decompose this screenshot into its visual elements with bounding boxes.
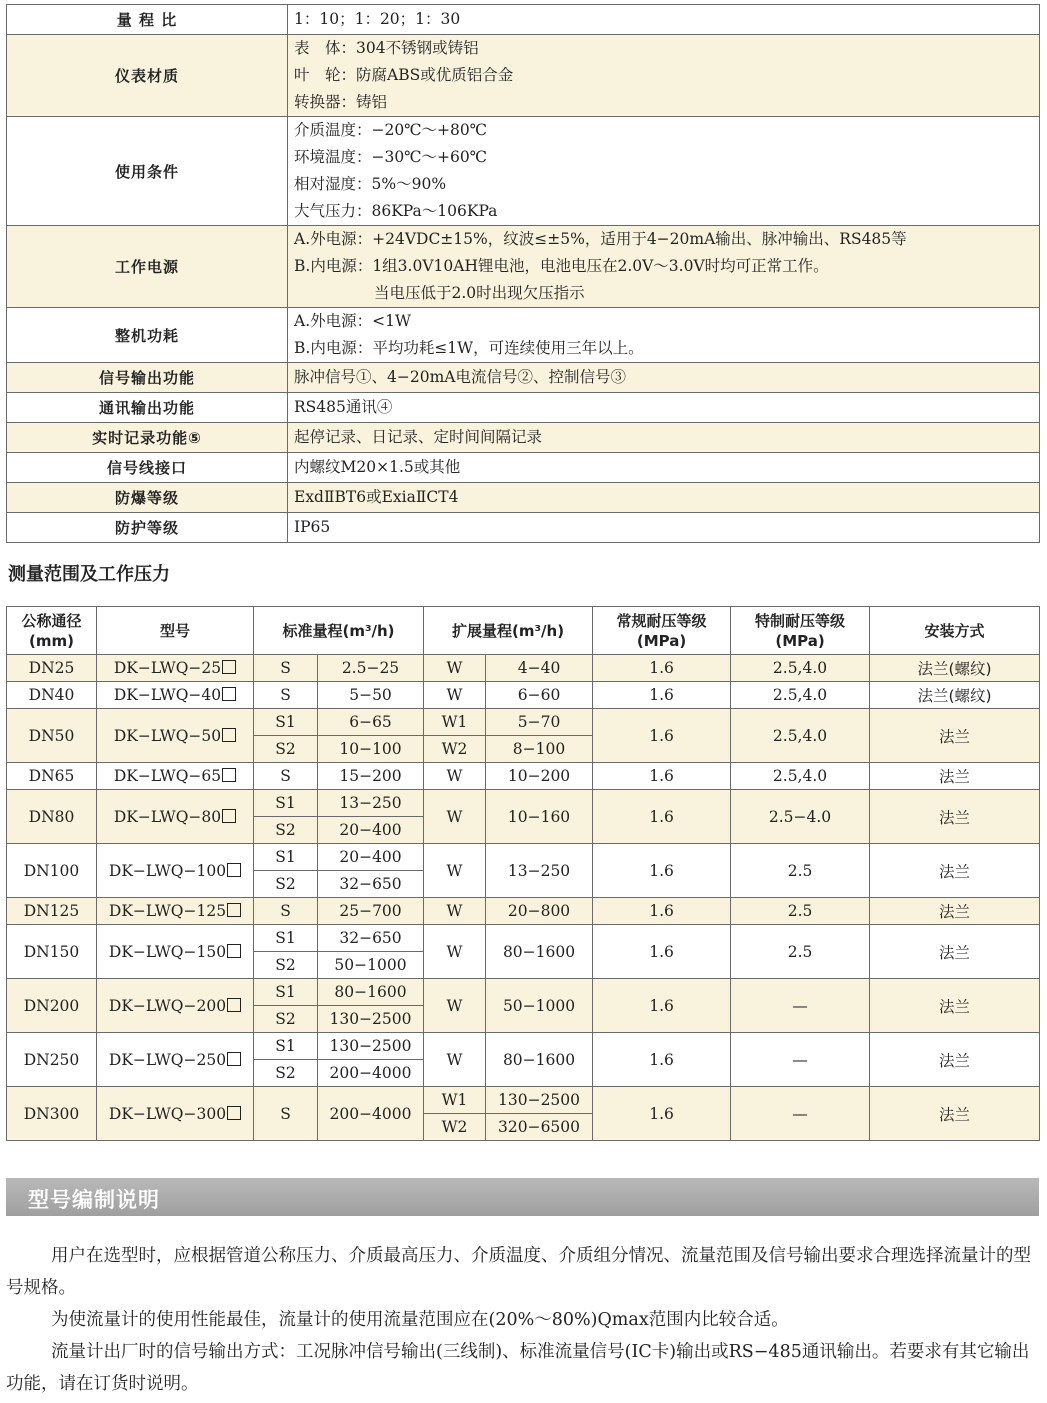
section-banner	[6, 1178, 1039, 1216]
ext-range-cell: 13−250	[486, 844, 593, 898]
spec-value-line: 大气压力：86KPa～106KPa	[294, 202, 498, 220]
ext-range-cell: 80−1600	[486, 925, 593, 979]
checkbox-square-icon	[222, 687, 236, 701]
model-text: DK−LWQ−80	[113, 807, 222, 826]
model-text: DK−LWQ−25	[113, 659, 222, 677]
spec-value-line: A.外电源：+24VDC±15%，纹波≤±5%，适用于4−20mA输出、脉冲输出、RS485等	[294, 230, 907, 248]
ext-range-cell: 130−2500	[486, 1087, 593, 1114]
notes	[6, 1240, 1039, 1400]
special-pressure-cell: —	[731, 1087, 870, 1141]
model-text: DK−LWQ−250	[108, 1050, 227, 1069]
checkbox-square-icon	[222, 728, 236, 742]
ext-range-cell: 6−60	[486, 682, 593, 709]
spec-value-line: 1：10；1：20；1：30	[294, 10, 461, 28]
ext-range-cell: 8−100	[486, 736, 593, 763]
install-cell: 法兰	[870, 844, 1040, 898]
spec-value	[288, 308, 1040, 363]
ext-code-cell: W	[424, 655, 486, 682]
spec-label: 工作电源	[7, 226, 288, 308]
spec-label: 防护等级	[7, 513, 288, 543]
section-title: 测量范围及工作压力	[8, 564, 170, 585]
note-paragraph: 为使流量计的使用性能最佳，流量计的使用流量范围应在(20%～80%)Qmax范围内比较合适。	[51, 1310, 789, 1330]
spec-row	[7, 308, 1040, 363]
ext-code-cell: W	[424, 925, 486, 979]
range-row	[7, 682, 1040, 709]
install-cell: 法兰	[870, 979, 1040, 1033]
ext-range-cell: 20−800	[486, 898, 593, 925]
range-row	[7, 709, 1040, 736]
std-code-cell: S	[254, 763, 318, 790]
install-cell: 法兰	[870, 763, 1040, 790]
normal-pressure-cell: 1.6	[593, 898, 731, 925]
header-model: 型号	[97, 607, 254, 655]
spec-value-line: 脉冲信号①、4−20mA电流信号②、控制信号③	[294, 368, 626, 386]
checkbox-square-icon	[222, 768, 236, 782]
spec-value	[288, 453, 1040, 483]
ext-code-cell: W1	[424, 709, 486, 736]
header-dn: 公称通径 (mm)	[7, 607, 97, 655]
header-special-pressure: 特制耐压等级 (MPa)	[731, 607, 870, 655]
std-range-cell: 200−4000	[318, 1087, 424, 1141]
std-code-cell: S2	[254, 952, 318, 979]
ext-code-cell: W	[424, 979, 486, 1033]
spec-value	[288, 423, 1040, 453]
std-code-cell: S2	[254, 736, 318, 763]
std-range-cell: 130−2500	[318, 1006, 424, 1033]
normal-pressure-cell: 1.6	[593, 790, 731, 844]
ext-code-cell: W	[424, 682, 486, 709]
spec-row	[7, 513, 1040, 543]
spec-value-line: RS485通讯④	[294, 398, 393, 416]
normal-pressure-cell: 1.6	[593, 979, 731, 1033]
model-cell	[97, 898, 254, 925]
normal-pressure-cell: 1.6	[593, 682, 731, 709]
spec-label: 通讯输出功能	[7, 393, 288, 423]
spec-value	[288, 226, 1040, 308]
spec-label: 使用条件	[7, 117, 288, 226]
std-code-cell: S1	[254, 979, 318, 1006]
std-range-cell: 2.5−25	[318, 655, 424, 682]
dn-cell: DN150	[7, 925, 97, 979]
spec-value-line: 当电压低于2.0时出现欠压指示	[374, 284, 585, 302]
install-cell: 法兰	[870, 709, 1040, 763]
ext-range-cell: 4−40	[486, 655, 593, 682]
std-range-cell: 6−65	[318, 709, 424, 736]
range-row	[7, 790, 1040, 817]
install-cell: 法兰	[870, 790, 1040, 844]
spec-value-line: A.外电源：<1W	[294, 312, 411, 330]
dn-cell: DN40	[7, 682, 97, 709]
std-code-cell: S1	[254, 844, 318, 871]
note-paragraph: 用户在选型时，应根据管道公称压力、介质最高压力、介质温度、介质组分情况、流量范围及信号输出要求合理选择流量计的型号规格。	[6, 1246, 1031, 1298]
model-cell	[97, 925, 254, 979]
std-code-cell: S1	[254, 925, 318, 952]
dn-cell: DN50	[7, 709, 97, 763]
special-pressure-cell: 2.5−4.0	[731, 790, 870, 844]
dn-cell: DN65	[7, 763, 97, 790]
model-text: DK−LWQ−40	[113, 686, 222, 704]
range-row	[7, 979, 1040, 1006]
std-code-cell: S2	[254, 817, 318, 844]
range-row	[7, 898, 1040, 925]
range-row	[7, 1033, 1040, 1060]
model-text: DK−LWQ−65	[113, 767, 222, 785]
install-cell: 法兰	[870, 898, 1040, 925]
spec-row	[7, 5, 1040, 35]
range-row	[7, 655, 1040, 682]
spec-row	[7, 453, 1040, 483]
std-range-cell: 13−250	[318, 790, 424, 817]
model-text: DK−LWQ−100	[108, 861, 227, 880]
header-normal-pressure: 常规耐压等级 (MPa)	[593, 607, 731, 655]
ext-range-cell: 10−200	[486, 763, 593, 790]
spec-row	[7, 483, 1040, 513]
spec-label: 信号线接口	[7, 453, 288, 483]
std-range-cell: 32−650	[318, 925, 424, 952]
checkbox-square-icon	[227, 1106, 241, 1120]
ext-code-cell: W	[424, 1033, 486, 1087]
std-range-cell: 25−700	[318, 898, 424, 925]
spec-table	[6, 4, 1040, 543]
range-row	[7, 925, 1040, 952]
std-code-cell: S	[254, 1087, 318, 1141]
model-cell	[97, 1087, 254, 1141]
std-code-cell: S	[254, 655, 318, 682]
std-range-cell: 80−1600	[318, 979, 424, 1006]
checkbox-square-icon	[222, 809, 236, 823]
install-cell: 法兰(螺纹)	[870, 682, 1040, 709]
spec-value-line: 叶 轮：防腐ABS或优质铝合金	[294, 66, 514, 84]
std-range-cell: 5−50	[318, 682, 424, 709]
model-cell	[97, 682, 254, 709]
checkbox-square-icon	[227, 998, 241, 1012]
special-pressure-cell: —	[731, 1033, 870, 1087]
ext-range-cell: 80−1600	[486, 1033, 593, 1087]
spec-value	[288, 35, 1040, 117]
spec-value-line: 转换器：铸铝	[294, 93, 388, 111]
ext-code-cell: W2	[424, 1114, 486, 1141]
spec-value-line: ExdⅡBT6或ExiaⅡCT4	[294, 488, 459, 506]
install-cell: 法兰	[870, 1087, 1040, 1141]
std-range-cell: 130−2500	[318, 1033, 424, 1060]
std-code-cell: S1	[254, 1033, 318, 1060]
ext-code-cell: W	[424, 898, 486, 925]
std-code-cell: S2	[254, 1060, 318, 1087]
special-pressure-cell: 2.5,4.0	[731, 682, 870, 709]
normal-pressure-cell: 1.6	[593, 844, 731, 898]
checkbox-square-icon	[227, 1052, 241, 1066]
model-text: DK−LWQ−300	[108, 1104, 227, 1123]
ext-code-cell: W	[424, 844, 486, 898]
dn-cell: DN250	[7, 1033, 97, 1087]
dn-cell: DN100	[7, 844, 97, 898]
dn-cell: DN125	[7, 898, 97, 925]
spec-row	[7, 393, 1040, 423]
banner-title: 型号编制说明	[28, 1188, 160, 1212]
normal-pressure-cell: 1.6	[593, 1033, 731, 1087]
model-cell	[97, 655, 254, 682]
special-pressure-cell: 2.5	[731, 925, 870, 979]
spec-row	[7, 423, 1040, 453]
spec-value	[288, 117, 1040, 226]
special-pressure-cell: 2.5,4.0	[731, 763, 870, 790]
header-install: 安装方式	[870, 607, 1040, 655]
spec-value-line: 相对湿度：5%～90%	[294, 175, 447, 193]
std-code-cell: S1	[254, 709, 318, 736]
std-range-cell: 200−4000	[318, 1060, 424, 1087]
spec-label: 信号输出功能	[7, 363, 288, 393]
spec-label: 防爆等级	[7, 483, 288, 513]
spec-value-line: B.内电源：1组3.0V10AH锂电池，电池电压在2.0V～3.0V时均可正常工作。	[294, 257, 829, 275]
ext-code-cell: W	[424, 790, 486, 844]
spec-value-line: 起停记录、日记录、定时间间隔记录	[294, 428, 543, 446]
std-code-cell: S2	[254, 1006, 318, 1033]
dn-cell: DN300	[7, 1087, 97, 1141]
checkbox-square-icon	[227, 944, 241, 958]
header-std-range: 标准量程(m³/h)	[254, 607, 424, 655]
std-code-cell: S2	[254, 871, 318, 898]
spec-value	[288, 483, 1040, 513]
spec-row	[7, 363, 1040, 393]
checkbox-square-icon	[227, 903, 241, 917]
note-paragraph: 流量计出厂时的信号输出方式：工况脉冲信号输出(三线制)、标准流量信号(IC卡)输出或RS−485通讯输出。若要求有其它输出功能，请在订货时说明。	[6, 1342, 1030, 1394]
checkbox-square-icon	[227, 863, 241, 877]
dn-cell: DN80	[7, 790, 97, 844]
ext-range-cell: 10−160	[486, 790, 593, 844]
spec-row	[7, 35, 1040, 117]
std-range-cell: 50−1000	[318, 952, 424, 979]
normal-pressure-cell: 1.6	[593, 763, 731, 790]
range-row	[7, 763, 1040, 790]
model-cell	[97, 763, 254, 790]
ext-range-cell: 5−70	[486, 709, 593, 736]
std-range-cell: 32−650	[318, 871, 424, 898]
std-code-cell: S1	[254, 790, 318, 817]
model-cell	[97, 709, 254, 763]
spec-value	[288, 393, 1040, 423]
dn-cell: DN200	[7, 979, 97, 1033]
spec-row	[7, 226, 1040, 308]
model-cell	[97, 1033, 254, 1087]
range-row	[7, 844, 1040, 871]
spec-value-line: 表 体：304不锈钢或铸铝	[294, 39, 479, 57]
model-text: DK−LWQ−150	[108, 942, 227, 961]
header-ext-range: 扩展量程(m³/h)	[424, 607, 593, 655]
model-cell	[97, 844, 254, 898]
special-pressure-cell: 2.5	[731, 898, 870, 925]
ext-code-cell: W1	[424, 1087, 486, 1114]
spec-label: 仪表材质	[7, 35, 288, 117]
spec-label: 整机功耗	[7, 308, 288, 363]
ext-range-cell: 50−1000	[486, 979, 593, 1033]
spec-label: 量 程 比	[7, 5, 288, 35]
std-range-cell: 20−400	[318, 817, 424, 844]
model-cell	[97, 790, 254, 844]
checkbox-square-icon	[222, 660, 236, 674]
normal-pressure-cell: 1.6	[593, 925, 731, 979]
std-range-cell: 10−100	[318, 736, 424, 763]
ext-code-cell: W2	[424, 736, 486, 763]
model-text: DK−LWQ−50	[113, 726, 222, 745]
std-range-cell: 15−200	[318, 763, 424, 790]
spec-value-line: 环境温度：−30℃～+60℃	[294, 148, 488, 166]
special-pressure-cell: 2.5,4.0	[731, 655, 870, 682]
ext-range-cell: 320−6500	[486, 1114, 593, 1141]
special-pressure-cell: —	[731, 979, 870, 1033]
install-cell: 法兰(螺纹)	[870, 655, 1040, 682]
std-code-cell: S	[254, 898, 318, 925]
special-pressure-cell: 2.5,4.0	[731, 709, 870, 763]
normal-pressure-cell: 1.6	[593, 655, 731, 682]
spec-value-line: B.内电源：平均功耗≤1W，可连续使用三年以上。	[294, 339, 644, 357]
dn-cell: DN25	[7, 655, 97, 682]
special-pressure-cell: 2.5	[731, 844, 870, 898]
spec-value-line: 内螺纹M20×1.5或其他	[294, 458, 461, 476]
normal-pressure-cell: 1.6	[593, 709, 731, 763]
ext-code-cell: W	[424, 763, 486, 790]
normal-pressure-cell: 1.6	[593, 1087, 731, 1141]
spec-label: 实时记录功能⑤	[7, 423, 288, 453]
spec-value-line: 介质温度：−20℃～+80℃	[294, 121, 488, 139]
std-range-cell: 20−400	[318, 844, 424, 871]
install-cell: 法兰	[870, 925, 1040, 979]
model-cell	[97, 979, 254, 1033]
range-table	[6, 606, 1040, 1141]
install-cell: 法兰	[870, 1033, 1040, 1087]
spec-value	[288, 5, 1040, 35]
spec-row	[7, 117, 1040, 226]
range-row	[7, 1087, 1040, 1114]
spec-value	[288, 363, 1040, 393]
spec-value	[288, 513, 1040, 543]
model-text: DK−LWQ−125	[108, 902, 227, 920]
std-code-cell: S	[254, 682, 318, 709]
model-text: DK−LWQ−200	[108, 996, 227, 1015]
spec-value-line: IP65	[294, 518, 331, 536]
